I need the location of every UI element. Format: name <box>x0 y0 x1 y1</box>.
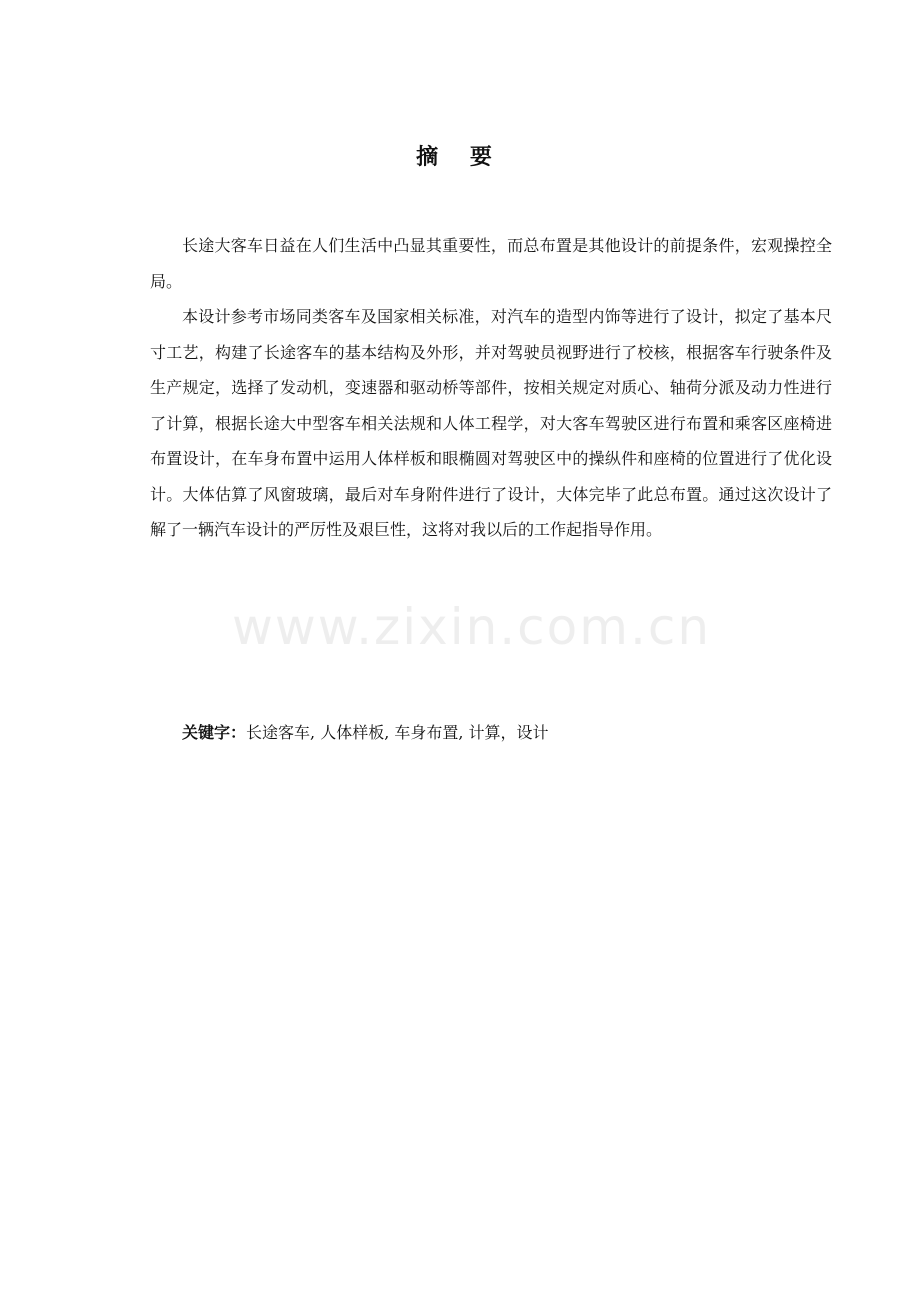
keywords-value: 长途客车, 人体样板, 车身布置, 计算，设计 <box>246 723 549 742</box>
abstract-paragraph-1: 长途大客车日益在人们生活中凸显其重要性，而总布置是其他设计的前提条件，宏观操控全局。 <box>150 236 832 291</box>
watermark: www.zixin.com.cn <box>232 598 712 656</box>
abstract-body <box>150 228 832 548</box>
keywords-label: 关键字： <box>182 723 247 742</box>
abstract-paragraph-2: 本设计参考市场同类客车及国家相关标准，对汽车的造型内饰等进行了设计，拟定了基本尺寸工艺，构建了长途客车的基本结构及外形，并对驾驶员视野进行了校核，根据客车行驶条件及生产规定，选择了发动机，变速器和驱动桥等部件，按相关规定对质心、轴荷分派及动力性进行了计算，根据长途大中型客车相关法规和人体工程学，对大客车驾驶区进行布置和乘客区座椅进布置设计，在车身布置中运用人体样板和眼椭圆对驾驶区中的操纵件和座椅的位置进行了优化设计。大体估算了风窗玻璃，最后对车身附件进行了设计，大体完毕了此总布置。通过这次设计了解了一辆汽车设计的严厉性及艰巨性，这将对我以后的工作起指导作用。 <box>150 307 832 539</box>
page-title: 摘 要 <box>416 145 504 170</box>
keywords-line <box>150 716 832 750</box>
